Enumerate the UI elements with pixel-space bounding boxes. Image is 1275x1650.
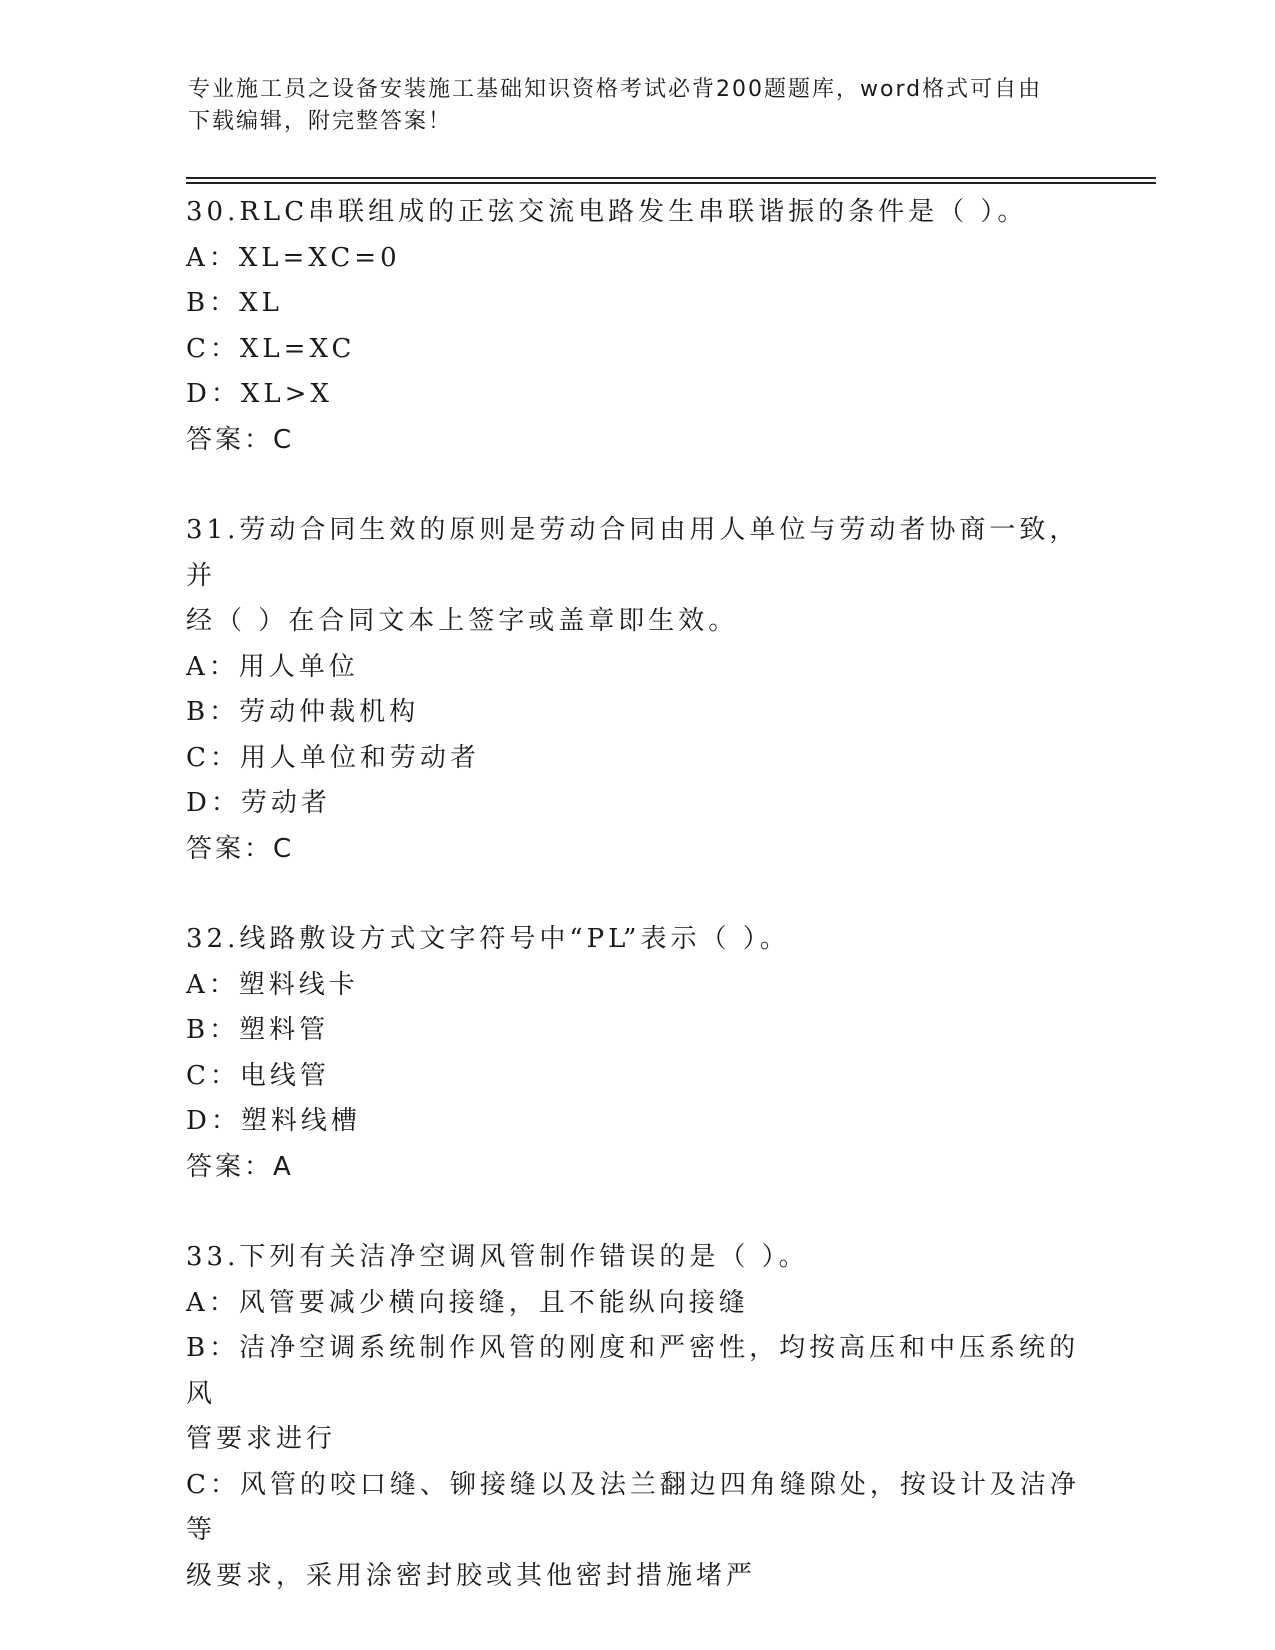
option-b: B：塑料管 <box>186 1015 330 1045</box>
question-spacer <box>186 1190 1086 1235</box>
option-a: A：风管要减少横向接缝，且不能纵向接缝 <box>186 1287 749 1318</box>
question-32 <box>186 917 1086 1190</box>
question-stem-continued: 经（ ）在合同文本上签字或盖章即生效。 <box>186 606 739 636</box>
answer-label: 答案：A <box>186 1151 294 1182</box>
option-a: A：用人单位 <box>186 651 359 682</box>
question-stem: 30.RLC串联组成的正弦交流电路发生串联谐振的条件是（ ）。 <box>186 197 1028 227</box>
header-line-2: 下载编辑，附完整答案！ <box>188 109 453 134</box>
header-line-1: 专业施工员之设备安装施工基础知识资格考试必背200题题库，word格式可自由 <box>188 77 1043 102</box>
option-b: B：洁净空调系统制作风管的刚度和严密性，均按高压和中压系统的风 <box>186 1333 1080 1409</box>
option-c: C：XL=XC <box>186 333 356 364</box>
question-30 <box>186 190 1086 463</box>
option-b-continued: 管要求进行 <box>186 1424 337 1454</box>
document-header <box>188 74 1068 138</box>
question-stem: 32.线路敷设方式文字符号中“PL”表示（ ）。 <box>186 924 790 954</box>
option-d: D：塑料线槽 <box>186 1106 361 1136</box>
question-stem: 31.劳动合同生效的原则是劳动合同由用人单位与劳动者协商一致，并 <box>186 515 1080 591</box>
option-b: B：XL <box>186 288 283 318</box>
header-divider-bottom <box>186 182 1156 184</box>
answer-label: 答案：C <box>186 833 295 864</box>
option-c-continued: 级要求，采用涂密封胶或其他密封措施堵严 <box>186 1560 757 1591</box>
option-c: C：电线管 <box>186 1060 330 1091</box>
question-31 <box>186 508 1086 872</box>
question-spacer <box>186 872 1086 917</box>
option-c: C：风管的咬口缝、铆接缝以及法兰翻边四角缝隙处，按设计及洁净等 <box>186 1469 1080 1545</box>
answer-label: 答案：C <box>186 424 295 455</box>
question-stem: 33.下列有关洁净空调风管制作错误的是（ ）。 <box>186 1242 809 1272</box>
option-c: C：用人单位和劳动者 <box>186 742 480 773</box>
option-a: A：XL=XC=0 <box>186 242 401 273</box>
option-d: D：劳动者 <box>186 788 331 818</box>
question-spacer <box>186 463 1086 508</box>
option-d: D：XL>X <box>186 379 333 409</box>
question-33 <box>186 1235 1086 1599</box>
option-b: B：劳动仲裁机构 <box>186 697 420 727</box>
header-divider-top <box>186 177 1156 179</box>
option-a: A：塑料线卡 <box>186 969 359 1000</box>
question-list <box>186 190 1086 1599</box>
